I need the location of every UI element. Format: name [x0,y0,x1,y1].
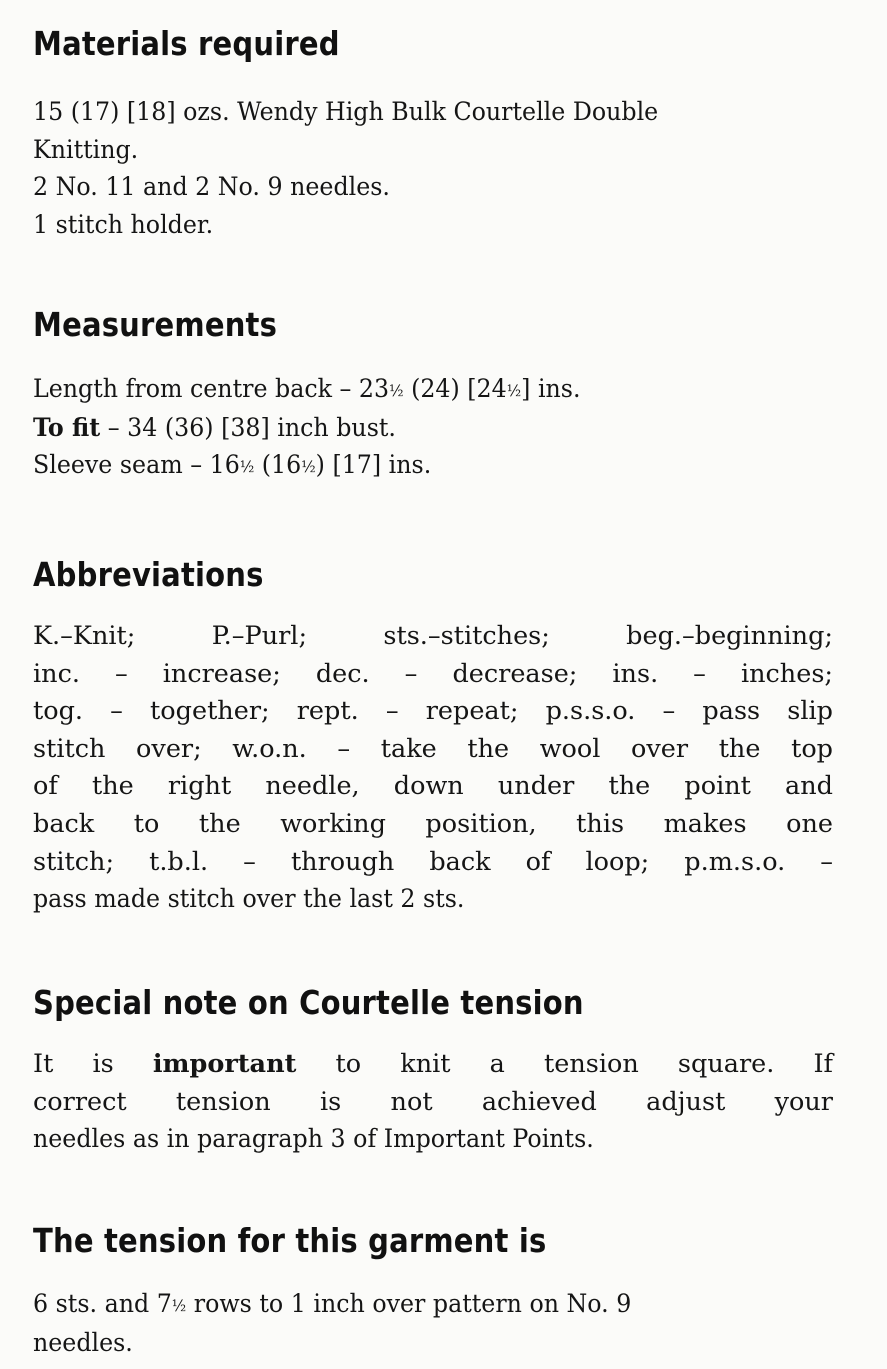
tension-text [33,1286,833,1362]
materials-heading: Materials required [33,24,340,63]
measurements-section [33,305,833,486]
materials-line: 2 No. 11 and 2 No. 9 needles. [33,172,390,203]
special-note-line: needles as in paragraph 3 of Important Points. [33,1124,594,1155]
length-line: Length from centre back – 23½ (24) [24½] ins. [33,374,581,404]
materials-line: Knitting. [33,134,139,165]
materials-section [33,24,833,244]
special-note-section [33,983,833,1159]
abbreviations-line: tog. – together; rept. – repeat; p.s.s.o. – pass slip [33,696,833,727]
abbreviations-line: stitch; t.b.l. – through back of loop; p.m.s.o. – [33,846,833,877]
abbreviations-text [33,618,833,919]
important-word: important [152,1049,297,1079]
materials-text [33,94,833,244]
measurements-heading: Measurements [33,305,278,344]
abbreviations-line: of the right needle, down under the point and [33,771,833,802]
abbreviations-line: inc. – increase; dec. – decrease; ins. – inches; [33,658,833,689]
special-note-heading: Special note on Courtelle tension [33,983,584,1022]
special-note-line: correct tension is not achieved adjust your [33,1086,833,1117]
abbreviations-line: pass made stitch over the last 2 sts. [33,884,465,915]
special-note-text [33,1046,833,1159]
abbreviations-line: stitch over; w.o.n. – take the wool over the top [33,733,833,764]
special-note-line: It is important to knit a tension square. If [33,1049,833,1079]
abbreviations-heading: Abbreviations [33,555,264,594]
tension-heading: The tension for this garment is [33,1221,547,1260]
abbreviations-section [33,555,833,919]
tension-line: 6 sts. and 7½ rows to 1 inch over pattern on No. 9 [33,1289,632,1319]
abbreviations-line: K.–Knit; P.–Purl; sts.–stitches; beg.–beginning; [33,621,833,651]
materials-line: 15 (17) [18] ozs. Wendy High Bulk Courtelle Double [33,97,659,127]
measurements-text [33,371,833,486]
fit-label: To fit [33,412,101,443]
abbreviations-line: back to the working position, this makes one [33,808,833,839]
tension-section [33,1221,833,1362]
fit-line: To fit – 34 (36) [38] inch bust. [33,412,396,443]
tension-line: needles. [33,1327,133,1358]
sleeve-line: Sleeve seam – 16½ (16½) [17] ins. [33,450,432,481]
materials-line: 1 stitch holder. [33,209,214,240]
